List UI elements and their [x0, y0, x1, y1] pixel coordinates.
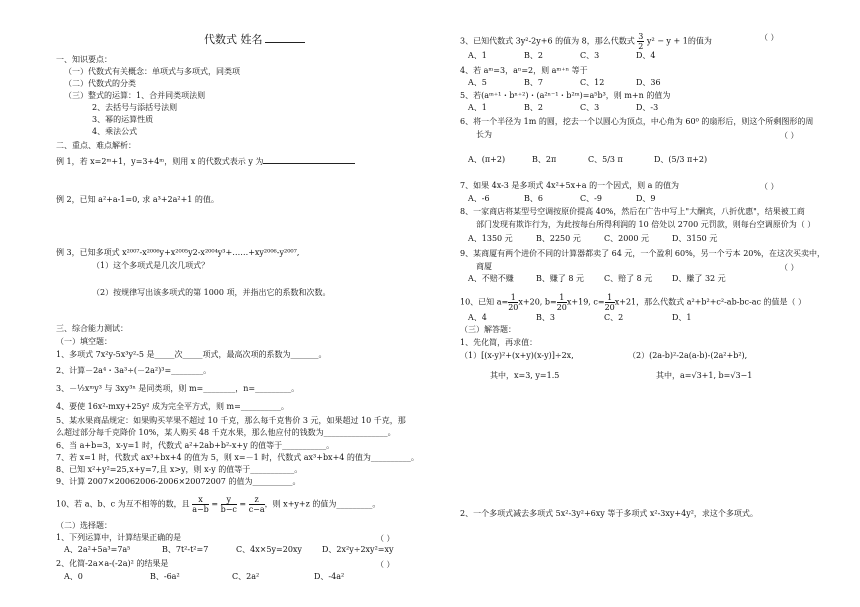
fill-q5b: 么超过部分每千克降价 10%，某人购买 48 千克水果，那么他应付的钱数为________________。: [56, 428, 396, 437]
fill-q2: 2、计算－2a⁴・3a³÷(－2a²)³=________。: [56, 366, 212, 375]
answer-paren: （ ）: [780, 263, 799, 272]
fill-q10: 10、若 a、b、c 为互不相等的数，且 $\frac{x}{a-b}$ = $\frac{y}{b-c}$ = $\frac{z}{c-a}$ ，则 x+y+z 的值为_________。: [56, 495, 381, 514]
example-3-q1: （1）这个多项式是几次几项式？: [92, 261, 210, 270]
choice-q5-options: A、1 B、2 C、3 D、-3: [468, 103, 659, 112]
knowledge-item: 3、幂的运算性质: [92, 115, 154, 124]
answer-heading: （三）解答题：: [460, 325, 516, 334]
fraction: $\frac{z}{c-a}$: [248, 495, 265, 514]
answer-paren: （ ）: [760, 182, 779, 191]
choice-q8-options: A、1350 元 B、2250 元 C、2000 元 D、3150 元: [468, 234, 718, 243]
section-key-points: 二、重点、难点解析：: [56, 141, 136, 150]
fill-q6: 6、当 a+b=3，x-y=1 时，代数式 a²+2ab+b²-x+y 的值等于___________。: [56, 441, 335, 450]
fraction: $\frac{y}{b-c}$: [220, 495, 237, 514]
choice-q10-options: A、4 B、3 C、2 D、1: [468, 313, 692, 322]
fraction: $\frac{1}{20}$: [508, 293, 519, 312]
choice-q7: 7、如果 4x-3 是多项式 4x²+5x+a 的一个因式，则 a 的值为: [460, 181, 679, 190]
answer-q1-part1: （1）[(x-y)²+(x+y)(x-y)]÷2x,: [460, 351, 574, 360]
fill-q9: 9、计算 2007×20062006-2006×20072007 的值为__________。: [56, 477, 301, 486]
example-2: 例 2，已知 a²+a-1=0, 求 a³+2a²+1 的值。: [56, 195, 219, 204]
choice-q5: 5、若(aᵐ⁺¹・bⁿ⁺²)・(a²ⁿ⁻¹・b²ᵐ)=a⁵b³，则 m+n 的值为: [460, 91, 671, 100]
choice-q9-options: A、不赔不赚 B、赚了 8 元 C、赔了 8 元 D、赚了 32 元: [468, 274, 726, 283]
knowledge-item: 4、乘法公式: [92, 127, 138, 136]
choice-q2: 2、化简-2a×a-(-2a)² 的结果是: [56, 559, 169, 568]
example-3: 例 3，已知多项式 x²⁰⁰⁷-x²⁰⁰⁶y+x²⁰⁰⁵y2-x²⁰⁰⁴y³+……+xy²⁰⁰⁶-y²⁰⁰⁷,: [56, 248, 300, 257]
answer-q1-part2: （2）(2a-b)²-2a(a-b)-(2a²+b²),: [628, 351, 748, 360]
choice-q3: 3、已知代数式 3y²-2y+6 的值为 8，那么代数式 $\frac{3}{2}$ y² − y + 1的值为: [460, 32, 712, 51]
answer-q2: 2、一个多项式减去多项式 5x²-3y²+6xy 等于多项式 x²-3xy+4y²，求这个多项式。: [460, 509, 758, 518]
fraction: $\frac{1}{20}$: [556, 293, 567, 312]
answer-paren: （ ）: [780, 131, 799, 140]
choice-q2-options: A、0 B、-6a² C、2a² D、-4a²: [64, 572, 345, 581]
choice-q4: 4、若 aᵐ=3，aⁿ=2，则 aᵐ⁺ⁿ 等于: [460, 66, 588, 75]
knowledge-item: （二）代数式的分类: [64, 79, 136, 88]
knowledge-item: （一）代数式有关概念：单项式与多项式，同类项: [64, 67, 240, 76]
section-test: 三、综合能力测试：: [56, 324, 128, 333]
choice-q6a: 6、将一个半径为 1m 的圆，挖去一个以圆心为顶点，中心角为 60⁰ 的扇形后，则这个所剩图形的周: [460, 117, 814, 126]
choice-q8a: 8、一家商店将某型号空调按原价提高 40%，然后在广告中写上"大酬宾，八折优惠"，结果被工商: [460, 207, 805, 216]
choice-q8b: 部门发现有欺诈行为，为此按每台所得利润的 10 倍处以 2700 元罚款，则每台空调原价为（ ）: [476, 220, 816, 229]
knowledge-item: 2、去括号与添括号法则: [92, 103, 178, 112]
example-1: 例 1，若 x=2ᵐ+1，y=3+4ᵐ，则用 x 的代数式表示 y 为: [56, 155, 355, 167]
choice-q1: 1、下列运算中，计算结果正确的是: [56, 533, 182, 542]
choice-q3-options: A、1 B、2 C、3 D、4: [468, 51, 656, 60]
example-3-q2: （2）按规律写出该多项式的第 1000 项，并指出它的系数和次数。: [92, 288, 331, 297]
fill-q4: 4、要使 16x²-mxy+25y² 成为完全平方式，则 m=__________。: [56, 402, 289, 411]
page-title: 代数式 姓名: [204, 34, 305, 45]
choice-q9b: 商厦: [476, 262, 492, 271]
fraction: $\frac{3}{2}$: [638, 32, 644, 51]
fraction: $\frac{x}{a-b}$: [192, 495, 209, 514]
fill-q7: 7、若 x=1 时，代数式 ax³+bx+4 的值为 5，则 x=－1 时，代数式 ax³+bx+4 的值为__________。: [56, 453, 419, 462]
choice-q10: 10、已知 a= $\frac{1}{20}$ x+20, b= $\frac{1}{20}$ x+19, c= $\frac{1}{20}$ x+21，那么代数式 a²+b²+c²-ab-bc-ac 的值是（ ）: [460, 293, 807, 312]
choice-q7-options: A、-6 B、6 C、-9 D、9: [468, 194, 656, 203]
fill-q3: 3、－½xᵐy³ 与 3xy³ⁿ 是同类项，则 m=________，n=_________。: [56, 384, 300, 393]
fraction: $\frac{1}{20}$: [604, 293, 615, 312]
choice-q9a: 9、某商厦有两个进价不同的计算器都卖了 64 元，一个盈利 60%，另一个亏本 20%，在这次买卖中，: [460, 249, 825, 258]
fill-q1: 1、多项式 7x²y-5x³y²-5 是_____次_____项式，最高次项的系数为_______。: [56, 350, 327, 359]
answer-paren: （ ）: [760, 33, 779, 42]
section-knowledge: 一、知识要点：: [56, 55, 112, 64]
answer-paren: （ ）: [376, 534, 395, 543]
choice-q1-options: A、2a²+5a³=7a⁵ B、7t²-t²=7 C、4x×5y=20xy D、2x²y÷2xy²=xy: [64, 545, 394, 554]
answer-q1: 1、先化简，再求值：: [460, 338, 538, 347]
choice-q4-options: A、5 B、7 C、12 D、36: [468, 78, 661, 87]
answer-paren: （ ）: [376, 560, 395, 569]
fill-q8: 8、已知 x²+y²=25,x+y=7,且 x>y，则 x-y 的值等于___________。: [56, 465, 303, 474]
choice-q6-options: A、(π+2) B、2π C、5/3 π D、(5/3 π+2): [468, 155, 708, 164]
knowledge-item: （三）整式的运算：1、合并同类项法则: [64, 91, 206, 100]
answer-q1-part1-values: 其中，x=3, y=1.5: [490, 371, 560, 380]
fill-q5a: 5、某水果商品规定：如果购买苹果不超过 10 千克，那么每千克售价 3 元，如果超过 10 千克，那: [56, 416, 406, 425]
answer-q1-part2-values: 其中，a=√3+1, b=√3−1: [656, 371, 753, 380]
choice-q6b: 长为: [476, 130, 492, 139]
fill-heading: （一）填空题：: [56, 337, 112, 346]
choice-heading: （二）选择题：: [56, 521, 112, 530]
